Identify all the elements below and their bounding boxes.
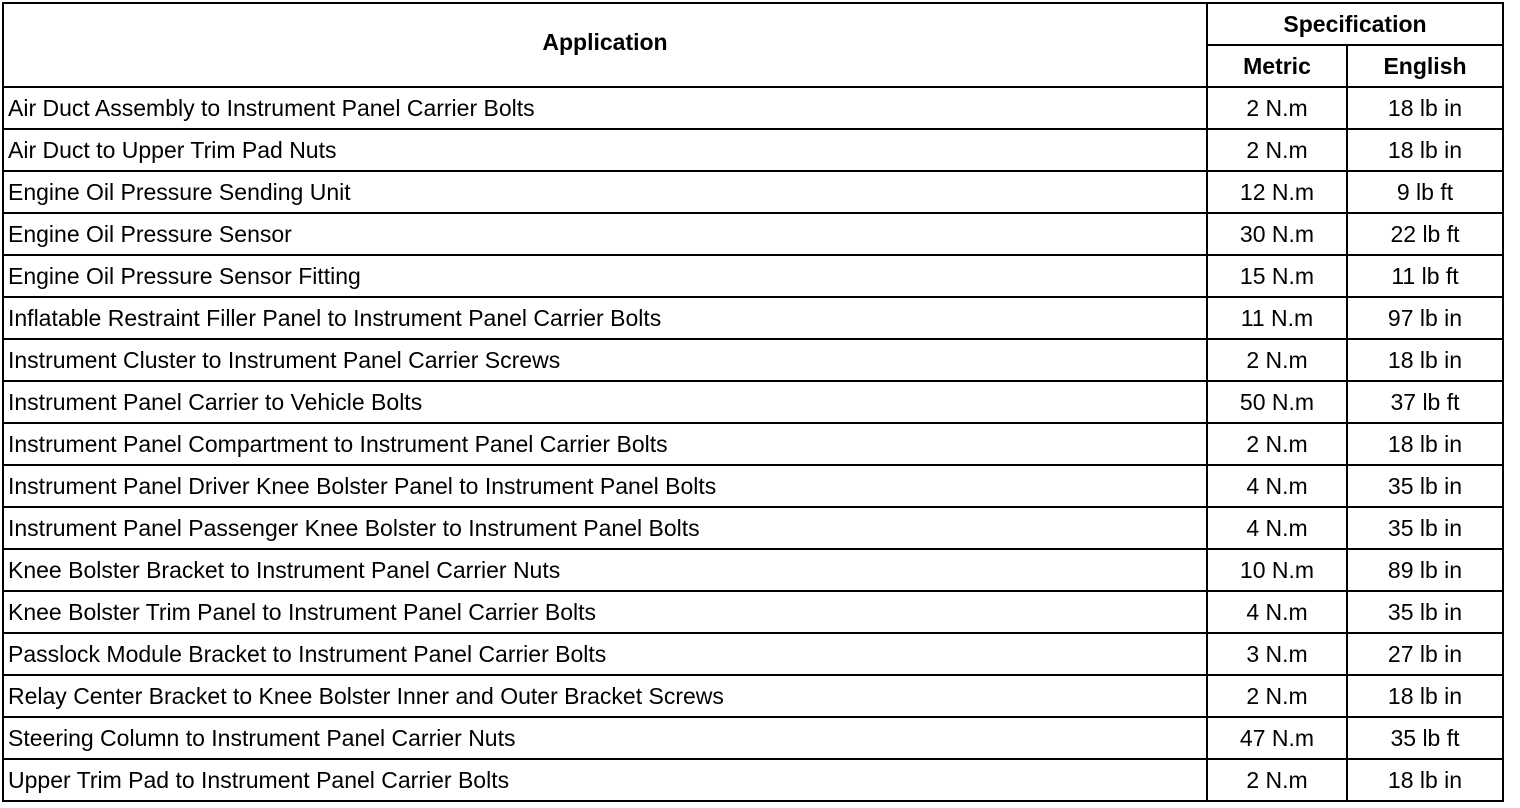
table-row (3, 87, 1503, 129)
metric-value-cell: 3 N.m (1207, 633, 1347, 675)
application-cell: Upper Trim Pad to Instrument Panel Carrier Bolts (3, 759, 1207, 801)
table-row (3, 591, 1503, 633)
english-value-cell: 9 lb ft (1347, 171, 1503, 213)
application-cell: Instrument Panel Passenger Knee Bolster to Instrument Panel Bolts (3, 507, 1207, 549)
application-cell: Engine Oil Pressure Sensor (3, 213, 1207, 255)
table-row (3, 507, 1503, 549)
metric-column-header: Metric (1207, 45, 1347, 87)
metric-value-cell: 2 N.m (1207, 129, 1347, 171)
table-row (3, 213, 1503, 255)
english-value-cell: 18 lb in (1347, 129, 1503, 171)
application-cell: Knee Bolster Trim Panel to Instrument Panel Carrier Bolts (3, 591, 1207, 633)
english-value-cell: 18 lb in (1347, 423, 1503, 465)
metric-value-cell: 2 N.m (1207, 759, 1347, 801)
application-cell: Air Duct to Upper Trim Pad Nuts (3, 129, 1207, 171)
metric-value-cell: 50 N.m (1207, 381, 1347, 423)
metric-value-cell: 11 N.m (1207, 297, 1347, 339)
application-column-header: Application (3, 3, 1207, 87)
table-row (3, 255, 1503, 297)
table-header (3, 3, 1503, 87)
english-value-cell: 37 lb ft (1347, 381, 1503, 423)
application-cell: Instrument Panel Compartment to Instrument Panel Carrier Bolts (3, 423, 1207, 465)
specification-group-header: Specification (1207, 3, 1503, 45)
english-value-cell: 18 lb in (1347, 87, 1503, 129)
english-value-cell: 35 lb in (1347, 591, 1503, 633)
metric-value-cell: 4 N.m (1207, 465, 1347, 507)
metric-value-cell: 2 N.m (1207, 675, 1347, 717)
table-row (3, 465, 1503, 507)
application-cell: Instrument Panel Carrier to Vehicle Bolts (3, 381, 1207, 423)
table-row (3, 423, 1503, 465)
metric-value-cell: 10 N.m (1207, 549, 1347, 591)
metric-value-cell: 2 N.m (1207, 339, 1347, 381)
english-value-cell: 11 lb ft (1347, 255, 1503, 297)
table-row (3, 297, 1503, 339)
table-row (3, 381, 1503, 423)
application-cell: Inflatable Restraint Filler Panel to Instrument Panel Carrier Bolts (3, 297, 1207, 339)
application-cell: Instrument Panel Driver Knee Bolster Panel to Instrument Panel Bolts (3, 465, 1207, 507)
english-value-cell: 89 lb in (1347, 549, 1503, 591)
table-row (3, 675, 1503, 717)
metric-value-cell: 2 N.m (1207, 87, 1347, 129)
metric-value-cell: 30 N.m (1207, 213, 1347, 255)
metric-value-cell: 2 N.m (1207, 423, 1347, 465)
table-row (3, 129, 1503, 171)
metric-value-cell: 4 N.m (1207, 507, 1347, 549)
header-row-top (3, 3, 1503, 45)
application-cell: Engine Oil Pressure Sensor Fitting (3, 255, 1207, 297)
metric-value-cell: 15 N.m (1207, 255, 1347, 297)
table-row (3, 633, 1503, 675)
table-row (3, 549, 1503, 591)
fastener-spec-sheet (2, 2, 1502, 806)
english-value-cell: 35 lb in (1347, 507, 1503, 549)
table-row (3, 171, 1503, 213)
fastener-tightening-spec-table (2, 2, 1504, 802)
english-value-cell: 35 lb in (1347, 465, 1503, 507)
application-cell: Relay Center Bracket to Knee Bolster Inner and Outer Bracket Screws (3, 675, 1207, 717)
metric-value-cell: 12 N.m (1207, 171, 1347, 213)
table-row (3, 759, 1503, 801)
metric-value-cell: 47 N.m (1207, 717, 1347, 759)
english-column-header: English (1347, 45, 1503, 87)
application-cell: Instrument Cluster to Instrument Panel Carrier Screws (3, 339, 1207, 381)
english-value-cell: 18 lb in (1347, 339, 1503, 381)
english-value-cell: 18 lb in (1347, 675, 1503, 717)
application-cell: Steering Column to Instrument Panel Carrier Nuts (3, 717, 1207, 759)
table-row (3, 339, 1503, 381)
application-cell: Engine Oil Pressure Sending Unit (3, 171, 1207, 213)
table-body (3, 87, 1503, 801)
table-row (3, 717, 1503, 759)
application-cell: Passlock Module Bracket to Instrument Panel Carrier Bolts (3, 633, 1207, 675)
application-cell: Air Duct Assembly to Instrument Panel Carrier Bolts (3, 87, 1207, 129)
english-value-cell: 18 lb in (1347, 759, 1503, 801)
english-value-cell: 97 lb in (1347, 297, 1503, 339)
english-value-cell: 22 lb ft (1347, 213, 1503, 255)
application-cell: Knee Bolster Bracket to Instrument Panel Carrier Nuts (3, 549, 1207, 591)
english-value-cell: 35 lb ft (1347, 717, 1503, 759)
english-value-cell: 27 lb in (1347, 633, 1503, 675)
metric-value-cell: 4 N.m (1207, 591, 1347, 633)
